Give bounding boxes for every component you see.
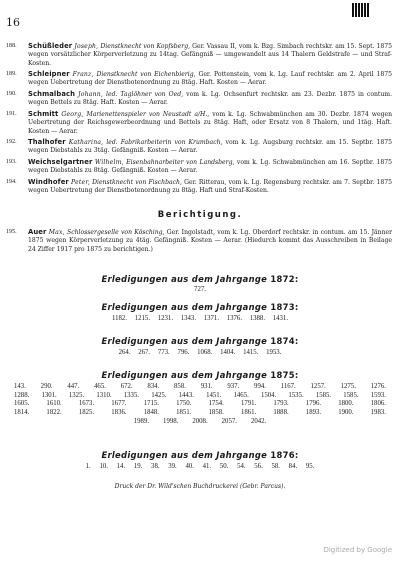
number-row: 1288. 1301. 1325. 1310. 1335. 1425. 1443. 1451. 1465. 1504. 1535. 1585. 1585. 1593. — [14, 391, 386, 399]
entry-surname: Schmitt — [28, 110, 59, 118]
entry-text: vom k. Lg. Schwabmünchen am 16. Septbr. 1875 wegen Diebstahls zu 8täg. Gefängniß. Kosten — Aerar. — [28, 159, 393, 175]
erledigungen-1875-heading: Erledigungen aus dem Jahrgange 1875: — [101, 370, 299, 380]
entry-number: 194. — [6, 179, 17, 185]
entry-firstname: Max, — [48, 229, 65, 236]
entry-surname: Auer — [28, 228, 47, 236]
entry-surname: Weichselgartner — [28, 158, 93, 166]
entry-firstname: Georg, — [61, 111, 84, 118]
berichtigung-heading: Berichtigung. — [157, 210, 243, 220]
google-watermark: Digitized by Google — [323, 546, 392, 554]
entry-description: Eisenbahnarbeiter von Landsberg, — [126, 159, 235, 166]
entry-text: vom k. Lg. Schwabmünchen am 30. Dezbr. 1874 wegen Uebertretung der Reichsgewerbeordnung und Bettels zu 8täg. Haft, oder Ersatz von 8 Thalern, und 1täg. Haft. Kosten — Aerar. — [28, 111, 393, 135]
page-number: 16 — [6, 16, 20, 29]
entry-firstname: Peter, — [71, 179, 90, 186]
entry-description: Schlossergeselle von Kösching, — [67, 229, 165, 236]
entry-description: led. Fabrikarbeiterin von Krumbach, — [106, 139, 223, 146]
entry-number: 193. — [6, 159, 17, 165]
entry-description: led. Taglöhner von Oed, — [106, 91, 184, 98]
erledigungen-1872-numbers: 727. — [194, 286, 206, 293]
entry-firstname: Joseph, — [74, 43, 99, 50]
erledigungen-1873-numbers: 1182. 1215. 1231. 1343. 1371. 1376. 1388. 1431. — [111, 315, 289, 322]
erledigungen-1875-numbers — [14, 383, 386, 427]
entry-description: Dienstknecht von Kopfsberg, — [100, 43, 191, 50]
entry-number: 192. — [6, 139, 17, 145]
entry-surname: Thalhofer — [28, 138, 66, 146]
entry-191 — [6, 110, 392, 136]
number-row: 1989. 1998. 2008. 2057. 2042. — [133, 417, 267, 425]
entry-surname: Schmalbach — [28, 90, 76, 98]
entry-surname: Schleipner — [28, 70, 70, 78]
entry-surname: Schüßleder — [28, 42, 73, 50]
entry-firstname: Johann, — [78, 91, 103, 98]
entry-text: vom k. Lg. Ochsenfurt rechtskr. am 23. Dezbr. 1875 in contum. wegen Bettels zu 8täg. Haft. Kosten — Aerar. — [28, 91, 393, 107]
entry-194 — [6, 178, 392, 196]
printer-footer: Druck der Dr. Wild'schen Buchdruckerei (Gebr. Parcus). — [114, 483, 286, 490]
entry-firstname: Wilhelm, — [94, 159, 124, 166]
entry-surname: Windhofer — [28, 178, 69, 186]
erledigungen-1876-numbers: 1. 10. 14. 19. 38. 39. 40. 41. 50. 54. 56. 58. 84. 95. — [85, 463, 315, 470]
entry-190 — [6, 90, 392, 108]
entry-text: Ger. Pottenstein, vom k. Lg. Lauf rechtskr. am 2. April 1875 wegen Uebertretung der Dienstbotenordnung zu 8täg. Haft. Kosten — Aerar. — [28, 71, 393, 87]
entry-text: Ger. Ingolstadt, vom k. Lg. Oberdorf rechtskr. in contum. am 15. Jänner 1875 wegen Körperverletzung zu 4täg. Gefängniß. Kosten — Aerar. (Hiedurch kommt das Ausschreiben in Beilage 24 Ziffer 1917 pro 1875 zu berichtigen.) — [28, 229, 393, 253]
erledigungen-1874-numbers: 264. 267. 773. 796. 1068. 1404. 1415. 1953. — [118, 349, 282, 356]
number-row: 1605. 1610. 1673. 1677. 1715. 1750. 1754. 1791. 1793. 1796. 1800. 1806. — [14, 400, 386, 408]
entry-189 — [6, 70, 392, 88]
entry-195 — [6, 228, 392, 254]
entry-192 — [6, 138, 392, 156]
entry-number: 190. — [6, 91, 17, 97]
erledigungen-1874-heading: Erledigungen aus dem Jahrgange 1874: — [101, 336, 299, 346]
entry-description: Dienstknecht von Fischbach, — [92, 179, 182, 186]
entry-number: 195. — [6, 229, 17, 235]
entry-text: Ger. Ritterau, vom k. Lg. Regensburg rechtskr. am 7. Septbr. 1875 wegen Uebertretung der Dienstbotenordnung zu 8täg. Haft und Straf-Kosten. — [28, 179, 393, 195]
entry-description: Dienstknecht von Eichenbierig, — [96, 71, 196, 78]
entry-number: 189. — [6, 71, 17, 77]
entry-firstname: Franz, — [72, 71, 94, 78]
entry-description: Marienettenspieler von Neustadt a/H., — [86, 111, 210, 118]
entry-firstname: Katharina, — [68, 139, 104, 146]
number-row: 143. 290. 447. 465. 672. 834. 858. 931. 937. 994. 1167. 1257. 1275. 1276. — [14, 383, 386, 390]
number-row: 1814. 1822. 1825. 1836. 1848. 1851. 1858. 1861. 1888. 1893. 1900. 1983. — [14, 409, 386, 417]
entry-193 — [6, 158, 392, 176]
entry-number: 191. — [6, 111, 17, 117]
erledigungen-1872-heading: Erledigungen aus dem Jahrgange 1872: — [101, 274, 299, 284]
entry-text: Ger. Vassau II, vom k. Bzg. Simbach rechtskr. am 15. Sept. 1875 wegen vorsätzlicher Körperverletzung zu 14tag. Gefängniß — umgewandelt aus 14 Thalern Geldstrafe — und Straf-Kosten. — [28, 43, 393, 67]
entry-number: 188. — [6, 43, 17, 49]
corner-mark — [352, 2, 392, 16]
entry-188 — [6, 42, 392, 68]
erledigungen-1876-heading: Erledigungen aus dem Jahrgange 1876: — [101, 450, 299, 460]
entry-text: vom k. Lg. Augsburg rechtskr. am 15. Septbr. 1875 wegen Diebstahls zu 3täg. Gefängniß. Kosten — Aerar. — [28, 139, 393, 155]
erledigungen-1873-heading: Erledigungen aus dem Jahrgange 1873: — [101, 302, 299, 312]
